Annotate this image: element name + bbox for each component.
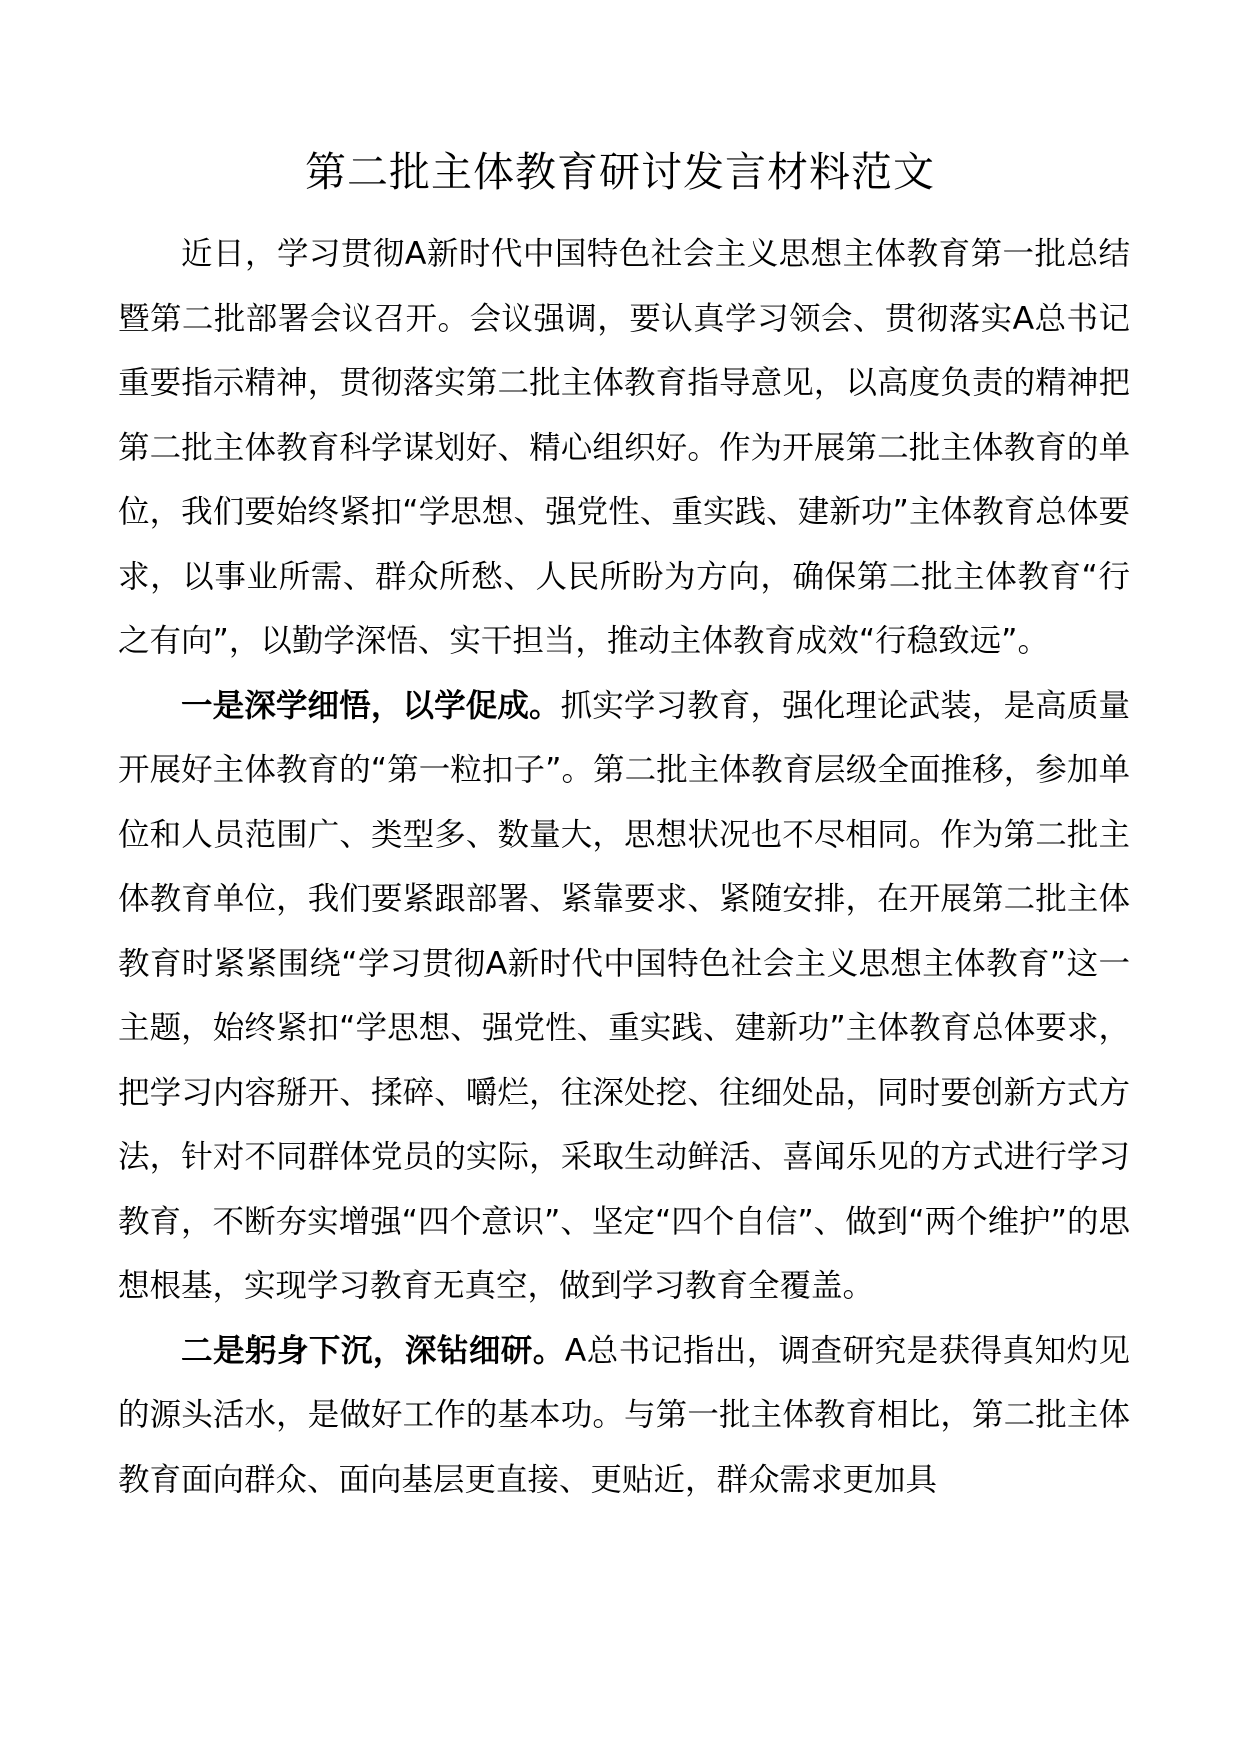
paragraph-point-one-lead: 一是深学细悟，以学促成。 (181, 687, 561, 724)
paragraph-intro (118, 222, 1130, 674)
paragraph-point-two-text: A总书记指出，调查研究是获得真知灼见的源头活水，是做好工作的基本功。与第一批主体教育相比，第二批主体教育面向群众、面向基层更直接、更贴近，群众需求更加具 (118, 1332, 1130, 1498)
paragraph-intro-text: 近日，学习贯彻A新时代中国特色社会主义思想主体教育第一批总结暨第二批部署会议召开。会议强调，要认真学习领会、贯彻落实A总书记重要指示精神，贯彻落实第二批主体教育指导意见，以高度负责的精神把第二批主体教育科学谋划好、精心组织好。作为开展第二批主体教育的单位，我们要始终紧扣“学思想、强党性、重实践、建新功”主体教育总体要求，以事业所需、群众所愁、人民所盼为方向，确保第二批主体教育“行之有向”，以勤学深悟、实干担当，推动主体教育成效“行稳致远”。 (118, 236, 1130, 659)
paragraph-point-two-lead: 二是躬身下沉，深钻细研。 (181, 1332, 565, 1369)
paragraph-point-one-text: 抓实学习教育，强化理论武装，是高质量开展好主体教育的“第一粒扣子”。第二批主体教育层级全面推移，参加单位和人员范围广、类型多、数量大，思想状况也不尽相同。作为第二批主体教育单位，我们要紧跟部署、紧靠要求、紧随安排，在开展第二批主体教育时紧紧围绕“学习贯彻A新时代中国特色社会主义思想主体教育”这一主题，始终紧扣“学思想、强党性、重实践、建新功”主体教育总体要求，把学习内容掰开、揉碎、嚼烂，往深处挖、往细处品，同时要创新方式方法，针对不同群体党员的实际，采取生动鲜活、喜闻乐见的方式进行学习教育，不断夯实增强“四个意识”、坚定“四个自信”、做到“两个维护”的思想根基，实现学习教育无真空，做到学习教育全覆盖。 (118, 687, 1130, 1304)
paragraph-point-two (118, 1319, 1130, 1513)
document-title: 第二批主体教育研讨发言材料范文 (305, 148, 935, 196)
document-body (118, 222, 1130, 1512)
paragraph-point-one (118, 674, 1130, 1319)
